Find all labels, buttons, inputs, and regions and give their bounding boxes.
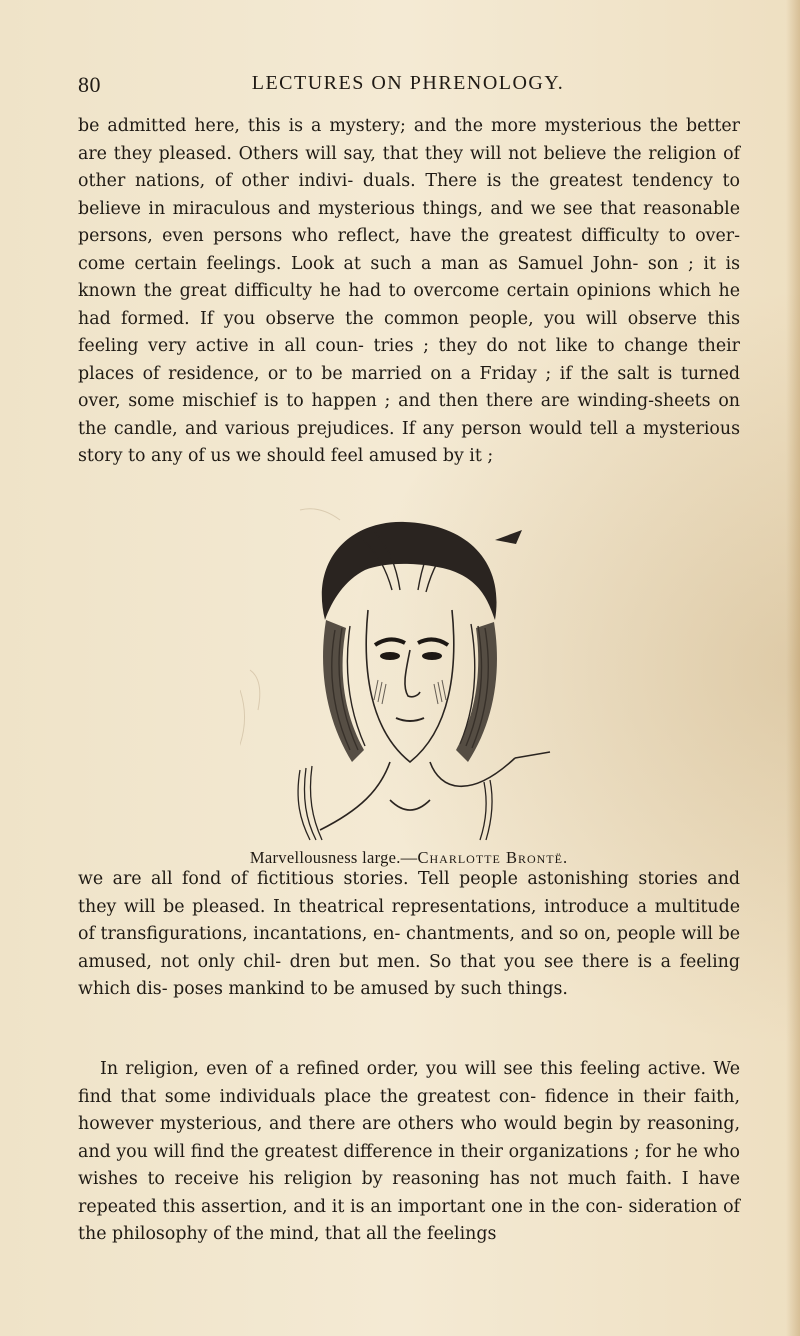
paragraph-1: be admitted here, this is a mystery; and the more mysterious the better are they pleased. Others will say, that they will not believe the religion of other nations, of other indivi- duals. There is the greatest tendency to believe in miraculous and mysterious things, and we see that reasonable persons, even persons who reflect, have the greatest difficulty to over- come certain feelings. Look at such a man as Samuel John- son ; it is known the great difficulty he had to overcome certain opinions which he had formed. If you observe the common people, you will observe this feeling very active in all coun- tries ; they do not like to change their places of residence, or to be married on a Friday ; if the salt is turned over, some mischief is to happen ; and then there are winding-sheets on the candle, and various prejudices. If any person would tell a mysterious story to any of us we should feel amused by it ;	[78, 116, 740, 466]
caption-name: Charlotte Brontë.	[417, 848, 569, 867]
page-header	[78, 72, 738, 106]
paragraph-2: we are all fond of fictitious stories. Tell people astonishing stories and they will be pleased. In theatrical representations, introduce a multitude of transfigurations, incantations, en- chantments, and so on, people will be amused, not only chil- dren but men. So that you see there is a feeling which dis- poses mankind to be amused by such things.	[78, 869, 740, 999]
page-number: 80	[78, 72, 101, 97]
portrait-engraving	[240, 500, 570, 856]
figure-caption	[78, 848, 740, 868]
paragraph-3: In religion, even of a refined order, you will see this feeling active. We find that some individuals place the greatest con- fidence in their faith, however mysterious, and there are others who would begin by reasoning, and you will find the greatest difference in their organizations ; for he who wishes to receive his religion by reasoning has not much faith. I have repeated this assertion, and it is an important one in the con- sideration of the philosophy of the mind, that all the feelings	[78, 1059, 740, 1244]
running-head: LECTURES ON PHRENOLOGY.	[251, 72, 565, 94]
portrait-illustration	[240, 500, 570, 856]
page-edge-shading	[786, 0, 800, 1336]
caption-lead: Marvellousness large.—	[249, 848, 418, 867]
